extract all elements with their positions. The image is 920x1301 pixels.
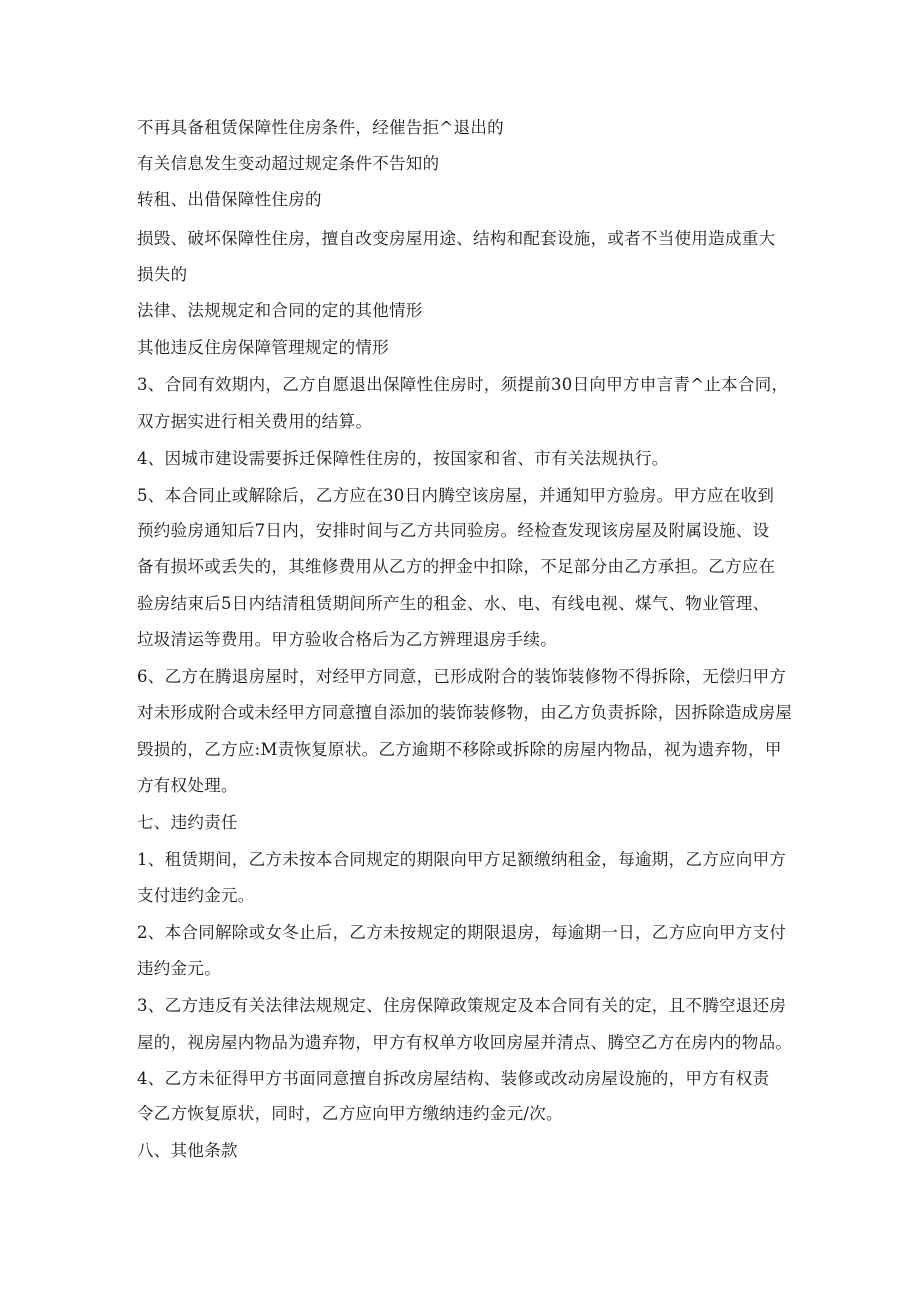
text-line: 4、乙方未征得甲方书面同意擅自拆改房屋结构、装修或改动房屋设施的，甲方有权责	[137, 1069, 770, 1088]
text-line: 6、乙方在腾退房屋时，对经甲方同意，已形成附合的装饰装修物不得拆除，无偿归甲方	[137, 667, 787, 686]
text-line: 对未形成附合或未经甲方同意擅自添加的装饰装修物，由乙方负责拆除，因拆除造成房屋	[137, 703, 793, 722]
text-line: 屋的，视房屋内物品为遗弃物，甲方有权单方收回房屋并清点、腾空乙方在房内的物品。	[137, 1033, 793, 1052]
text-line: 2、本合同解除或女冬止后，乙方未按规定的期限退房，每逾期一日，乙方应向甲方支付	[137, 923, 787, 942]
text-line: 双方据实进行相关费用的结算。	[137, 412, 373, 431]
section-heading: 七、违约责任	[137, 813, 238, 832]
text-line: 3、乙方违反有关法律法规规定、住房保障政策规定及本合同有关的定，且不腾空退还房	[137, 996, 787, 1015]
text-line: 验房结束后5日内结清租赁期间所产生的租金、水、电、有线电视、煤气、物业管理、	[137, 594, 770, 613]
text-line: 令乙方恢复原状，同时，乙方应向甲方缴纳违约金元/次。	[137, 1104, 563, 1123]
text-line: 损失的	[137, 265, 188, 284]
text-line: 转租、出借保障性住房的	[137, 190, 322, 209]
text-line: 4、因城市建设需要拆迁保障性住房的，按国家和省、市有关法规执行。	[137, 449, 669, 468]
text-line: 损毁、破坏保障性住房，擅自改变房屋用途、结构和配套设施，或者不当使用造成重大	[137, 229, 776, 248]
section-heading: 八、其他条款	[137, 1141, 238, 1160]
text-line: 方有权处理。	[137, 776, 238, 795]
text-line: 不再具备租赁保障性住房条件，经催告拒^退出的	[137, 118, 504, 137]
text-line: 法律、法规规定和合同的定的其他情形	[137, 301, 423, 320]
text-line: 其他违反住房保障管理规定的情形	[137, 338, 389, 357]
text-line: 备有损坏或丢失的，其维修费用从乙方的押金中扣除，不足部分由乙方承担。乙方应在	[137, 557, 776, 576]
text-line: 毁损的，乙方应:M责恢复原状。乙方逾期不移除或拆除的房屋内物品，视为遗弃物，甲	[137, 740, 782, 759]
text-line: 支付违约金元。	[137, 886, 255, 905]
text-line: 违约金元。	[137, 959, 221, 978]
text-line: 垃圾清运等费用。甲方验收合格后为乙方辨理退房手续。	[137, 630, 557, 649]
text-line: 1、租赁期间，乙方未按本合同规定的期限向甲方足额缴纳租金，每逾期，乙方应向甲方	[137, 850, 787, 869]
text-line: 预约验房通知后7日内，安排时间与乙方共同验房。经检查发现该房屋及附属设施、设	[137, 521, 770, 540]
text-line: 有关信息发生变动超过规定条件不告知的	[137, 154, 440, 173]
text-line: 3、合同有效期内，乙方自愿退出保障性住房时，须提前30日向甲方申言青^止本合同，	[137, 375, 789, 394]
text-line: 5、本合同止或解除后，乙方应在30日内腾空该房屋，并通知甲方验房。甲方应在收到	[137, 486, 775, 505]
